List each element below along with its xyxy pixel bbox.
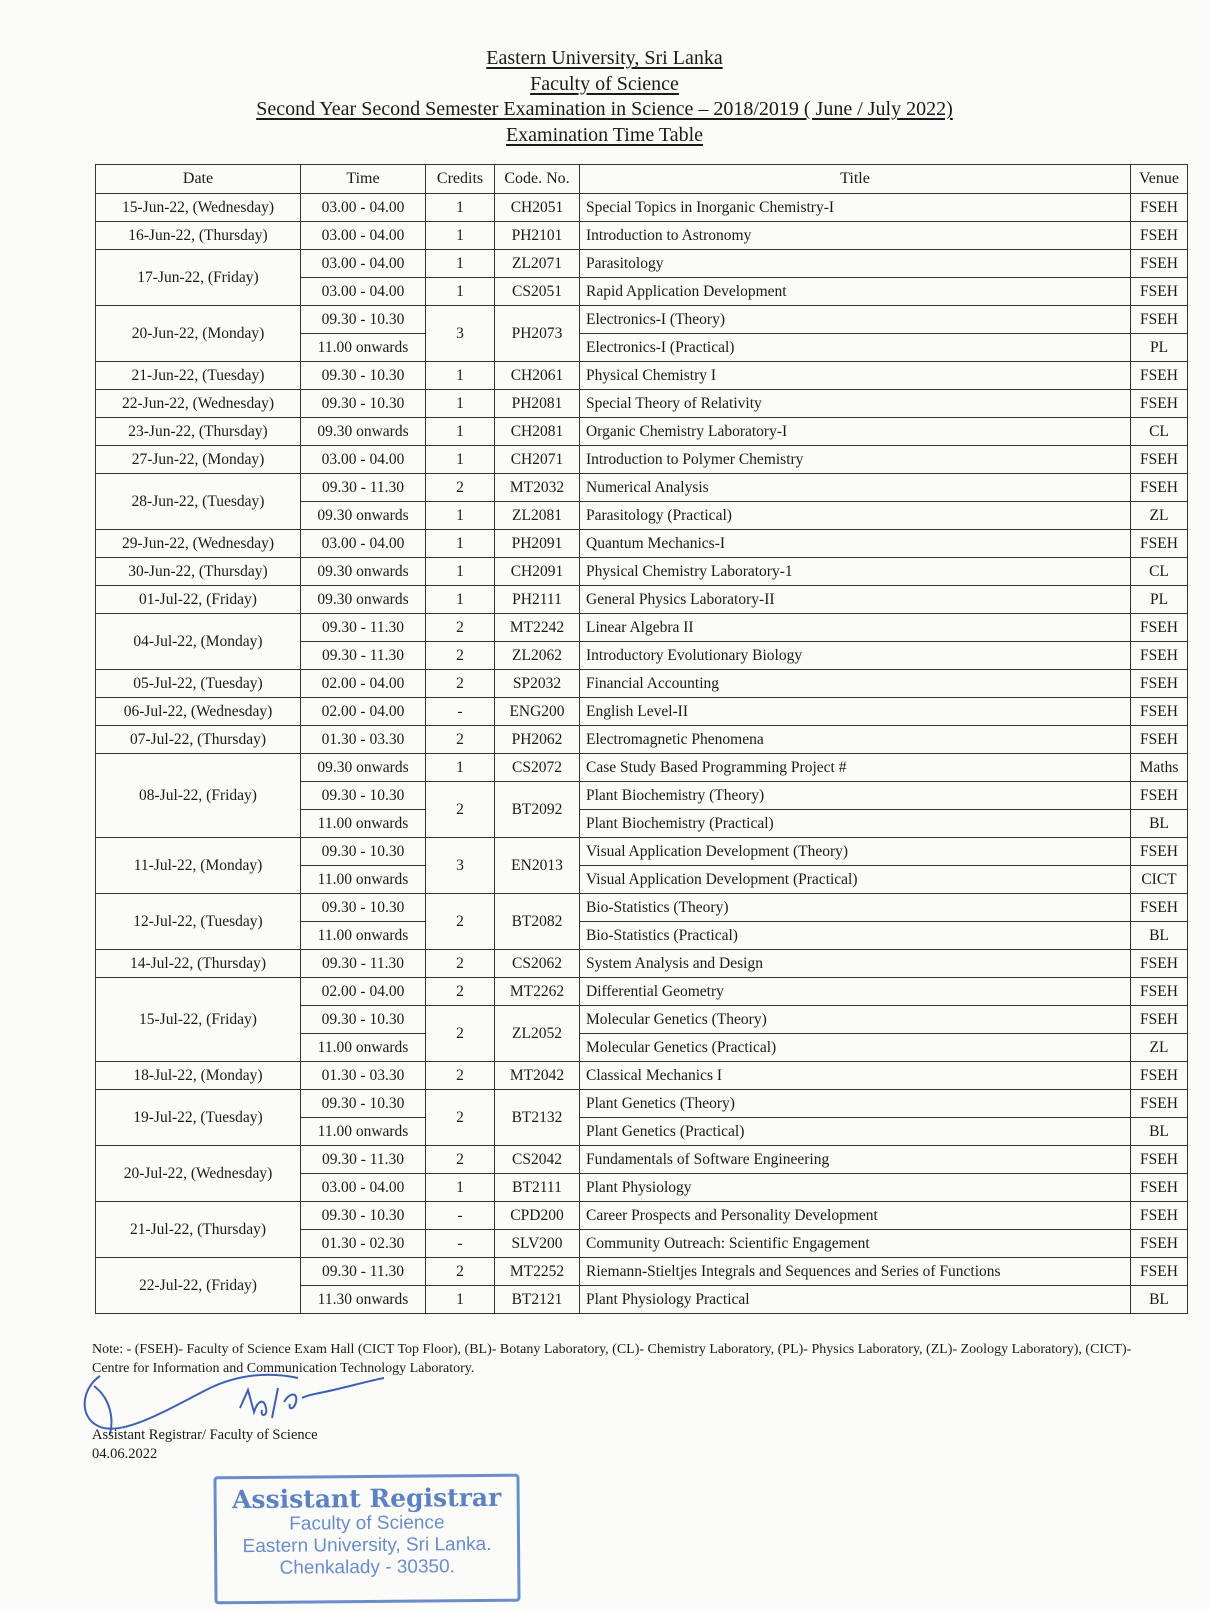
course-title: General Physics Laboratory-II [580, 586, 1131, 614]
venue: ZL [1131, 1034, 1188, 1062]
venue-note: Note: - (FSEH)- Faculty of Science Exam Hall (CICT Top Floor), (BL)- Botany Laboratory, (CL)- Chemistry Laboratory, (PL)- Physics Laboratory, (ZL)- Zoology Laboratory), (CICT)- Centre for Information and Communication Technology Laboratory. [92, 1342, 1132, 1376]
course-code: PH2101 [495, 222, 580, 250]
exam-time: 09.30 - 10.30 [301, 1090, 426, 1118]
venue: FSEH [1131, 894, 1188, 922]
credits: 1 [426, 530, 495, 558]
course-code: CS2062 [495, 950, 580, 978]
course-code: ENG200 [495, 698, 580, 726]
course-code: CH2081 [495, 418, 580, 446]
exam-time: 03.00 - 04.00 [301, 194, 426, 222]
exam-date: 16-Jun-22, (Thursday) [96, 222, 301, 250]
exam-time: 09.30 - 11.30 [301, 950, 426, 978]
credits: - [426, 1202, 495, 1230]
course-code: PH2111 [495, 586, 580, 614]
table-row [96, 1090, 1188, 1118]
course-title: Parasitology (Practical) [580, 502, 1131, 530]
exam-time: 09.30 - 10.30 [301, 1202, 426, 1230]
course-title: Special Theory of Relativity [580, 390, 1131, 418]
table-row [96, 586, 1188, 614]
course-code: ZL2071 [495, 250, 580, 278]
table-row [96, 362, 1188, 390]
exam-date: 28-Jun-22, (Tuesday) [96, 474, 301, 530]
course-title: Classical Mechanics I [580, 1062, 1131, 1090]
course-code: SP2032 [495, 670, 580, 698]
exam-time: 02.00 - 04.00 [301, 670, 426, 698]
col-code: Code. No. [495, 165, 580, 194]
exam-time: 02.00 - 04.00 [301, 698, 426, 726]
exam-date: 17-Jun-22, (Friday) [96, 250, 301, 306]
credits: 2 [426, 614, 495, 642]
signatory-block [92, 1426, 318, 1464]
table-row [96, 614, 1188, 642]
course-code: BT2082 [495, 894, 580, 950]
course-code: MT2262 [495, 978, 580, 1006]
exam-time: 03.00 - 04.00 [301, 530, 426, 558]
table-row [96, 530, 1188, 558]
venue: FSEH [1131, 1006, 1188, 1034]
credits: 2 [426, 1062, 495, 1090]
exam-time: 09.30 onwards [301, 558, 426, 586]
table-row [96, 250, 1188, 278]
timetable-body [96, 194, 1188, 1314]
course-code: CH2051 [495, 194, 580, 222]
exam-time: 01.30 - 03.30 [301, 726, 426, 754]
exam-time: 03.00 - 04.00 [301, 1174, 426, 1202]
course-code: CS2042 [495, 1146, 580, 1174]
exam-time: 03.00 - 04.00 [301, 446, 426, 474]
exam-time: 03.00 - 04.00 [301, 278, 426, 306]
venue: CICT [1131, 866, 1188, 894]
exam-title: Second Year Second Semester Examination in Science – 2018/2019 ( June / July 2022) [256, 98, 953, 120]
course-title: Quantum Mechanics-I [580, 530, 1131, 558]
exam-time: 09.30 onwards [301, 586, 426, 614]
course-title: Plant Biochemistry (Theory) [580, 782, 1131, 810]
table-header-row [96, 165, 1188, 194]
table-row [96, 698, 1188, 726]
exam-time: 01.30 - 02.30 [301, 1230, 426, 1258]
credits: 1 [426, 1174, 495, 1202]
exam-time: 09.30 - 10.30 [301, 362, 426, 390]
course-title: Physical Chemistry Laboratory-1 [580, 558, 1131, 586]
exam-date: 11-Jul-22, (Monday) [96, 838, 301, 894]
exam-date: 20-Jun-22, (Monday) [96, 306, 301, 362]
table-row [96, 670, 1188, 698]
course-title: Organic Chemistry Laboratory-I [580, 418, 1131, 446]
course-code: BT2132 [495, 1090, 580, 1146]
table-row [96, 1146, 1188, 1174]
credits: 2 [426, 726, 495, 754]
exam-date: 04-Jul-22, (Monday) [96, 614, 301, 670]
credits: 3 [426, 838, 495, 894]
exam-date: 19-Jul-22, (Tuesday) [96, 1090, 301, 1146]
exam-date: 14-Jul-22, (Thursday) [96, 950, 301, 978]
course-code: MT2252 [495, 1258, 580, 1286]
table-row [96, 754, 1188, 782]
venue: FSEH [1131, 950, 1188, 978]
course-title: Visual Application Development (Theory) [580, 838, 1131, 866]
credits: 2 [426, 1006, 495, 1062]
table-row [96, 474, 1188, 502]
exam-date: 07-Jul-22, (Thursday) [96, 726, 301, 754]
table-row [96, 306, 1188, 334]
credits: 1 [426, 586, 495, 614]
credits: 1 [426, 502, 495, 530]
credits: 1 [426, 754, 495, 782]
exam-time: 11.00 onwards [301, 1034, 426, 1062]
course-title: Bio-Statistics (Practical) [580, 922, 1131, 950]
exam-date: 18-Jul-22, (Monday) [96, 1062, 301, 1090]
table-row [96, 950, 1188, 978]
venue: FSEH [1131, 194, 1188, 222]
timetable-title: Examination Time Table [505, 123, 704, 146]
venue: BL [1131, 1286, 1188, 1314]
col-credits: Credits [426, 165, 495, 194]
course-code: PH2073 [495, 306, 580, 362]
course-title: Numerical Analysis [580, 474, 1131, 502]
venue: CL [1131, 558, 1188, 586]
exam-time: 11.00 onwards [301, 866, 426, 894]
credits: 2 [426, 782, 495, 838]
official-stamp [213, 1474, 520, 1605]
credits: 2 [426, 474, 495, 502]
venue: CL [1131, 418, 1188, 446]
exam-time: 09.30 - 10.30 [301, 894, 426, 922]
venue: FSEH [1131, 530, 1188, 558]
course-title: Parasitology [580, 250, 1131, 278]
credits: 1 [426, 446, 495, 474]
exam-time: 03.00 - 04.00 [301, 222, 426, 250]
table-row [96, 838, 1188, 866]
credits: 2 [426, 1146, 495, 1174]
document-header [0, 46, 1209, 148]
course-title: System Analysis and Design [580, 950, 1131, 978]
exam-date: 05-Jul-22, (Tuesday) [96, 670, 301, 698]
course-title: Community Outreach: Scientific Engagement [580, 1230, 1131, 1258]
exam-date: 22-Jul-22, (Friday) [96, 1258, 301, 1314]
exam-time: 09.30 - 11.30 [301, 614, 426, 642]
course-code: PH2081 [495, 390, 580, 418]
credits: 2 [426, 642, 495, 670]
course-title: Introduction to Astronomy [580, 222, 1131, 250]
exam-date: 12-Jul-22, (Tuesday) [96, 894, 301, 950]
table-row [96, 390, 1188, 418]
stamp-line-4: Chenkalady - 30350. [279, 1556, 456, 1579]
course-title: Introduction to Polymer Chemistry [580, 446, 1131, 474]
course-code: MT2242 [495, 614, 580, 642]
course-title: Financial Accounting [580, 670, 1131, 698]
exam-date: 30-Jun-22, (Thursday) [96, 558, 301, 586]
col-title: Title [580, 165, 1131, 194]
exam-date: 15-Jun-22, (Wednesday) [96, 194, 301, 222]
course-title: Plant Physiology [580, 1174, 1131, 1202]
course-code: PH2091 [495, 530, 580, 558]
venue: FSEH [1131, 390, 1188, 418]
credits: 3 [426, 306, 495, 362]
exam-time: 09.30 - 11.30 [301, 474, 426, 502]
credits: 1 [426, 250, 495, 278]
venue: FSEH [1131, 446, 1188, 474]
course-code: PH2062 [495, 726, 580, 754]
exam-date: 01-Jul-22, (Friday) [96, 586, 301, 614]
course-title: Electromagnetic Phenomena [580, 726, 1131, 754]
stamp-line-1: Assistant Registrar [231, 1482, 502, 1515]
col-date: Date [96, 165, 301, 194]
table-row [96, 222, 1188, 250]
faculty-name: Faculty of Science [530, 72, 679, 95]
venue: PL [1131, 586, 1188, 614]
timetable [95, 164, 1188, 1314]
col-venue: Venue [1131, 165, 1188, 194]
venue: BL [1131, 1118, 1188, 1146]
venue: FSEH [1131, 278, 1188, 306]
credits: 2 [426, 1258, 495, 1286]
exam-time: 09.30 - 10.30 [301, 782, 426, 810]
exam-date: 08-Jul-22, (Friday) [96, 754, 301, 838]
course-title: Fundamentals of Software Engineering [580, 1146, 1131, 1174]
course-title: Linear Algebra II [580, 614, 1131, 642]
exam-time: 09.30 onwards [301, 502, 426, 530]
table-row [96, 978, 1188, 1006]
table-row [96, 894, 1188, 922]
venue: FSEH [1131, 1090, 1188, 1118]
venue: FSEH [1131, 642, 1188, 670]
course-title: Molecular Genetics (Practical) [580, 1034, 1131, 1062]
exam-time: 09.30 onwards [301, 418, 426, 446]
course-code: MT2032 [495, 474, 580, 502]
course-title: Electronics-I (Practical) [580, 334, 1131, 362]
exam-time: 01.30 - 03.30 [301, 1062, 426, 1090]
credits: 2 [426, 1090, 495, 1146]
course-title: Introductory Evolutionary Biology [580, 642, 1131, 670]
exam-time: 09.30 - 10.30 [301, 1006, 426, 1034]
exam-time: 09.30 - 10.30 [301, 838, 426, 866]
credits: 2 [426, 670, 495, 698]
exam-date: 21-Jul-22, (Thursday) [96, 1202, 301, 1258]
course-code: CH2061 [495, 362, 580, 390]
course-title: Career Prospects and Personality Development [580, 1202, 1131, 1230]
venue: FSEH [1131, 726, 1188, 754]
venue: FSEH [1131, 306, 1188, 334]
course-code: SLV200 [495, 1230, 580, 1258]
exam-date: 29-Jun-22, (Wednesday) [96, 530, 301, 558]
course-title: Plant Physiology Practical [580, 1286, 1131, 1314]
exam-date: 06-Jul-22, (Wednesday) [96, 698, 301, 726]
exam-time: 09.30 - 11.30 [301, 1258, 426, 1286]
course-title: Plant Biochemistry (Practical) [580, 810, 1131, 838]
venue: FSEH [1131, 670, 1188, 698]
credits: 1 [426, 222, 495, 250]
venue: FSEH [1131, 614, 1188, 642]
course-title: Electronics-I (Theory) [580, 306, 1131, 334]
course-code: CH2071 [495, 446, 580, 474]
col-time: Time [301, 165, 426, 194]
course-code: ZL2062 [495, 642, 580, 670]
exam-time: 09.30 - 10.30 [301, 306, 426, 334]
exam-time: 11.00 onwards [301, 922, 426, 950]
exam-time: 11.00 onwards [301, 810, 426, 838]
credits: 1 [426, 418, 495, 446]
exam-date: 22-Jun-22, (Wednesday) [96, 390, 301, 418]
credits: 1 [426, 278, 495, 306]
venue: FSEH [1131, 978, 1188, 1006]
course-code: BT2092 [495, 782, 580, 838]
exam-date: 15-Jul-22, (Friday) [96, 978, 301, 1062]
exam-time: 09.30 - 11.30 [301, 1146, 426, 1174]
exam-time: 09.30 - 11.30 [301, 642, 426, 670]
credits: 1 [426, 390, 495, 418]
venue: FSEH [1131, 1174, 1188, 1202]
course-title: Case Study Based Programming Project # [580, 754, 1131, 782]
exam-date: 23-Jun-22, (Thursday) [96, 418, 301, 446]
table-row [96, 1062, 1188, 1090]
venue: FSEH [1131, 1230, 1188, 1258]
course-code: CH2091 [495, 558, 580, 586]
table-row [96, 1258, 1188, 1286]
credits: - [426, 1230, 495, 1258]
venue: ZL [1131, 502, 1188, 530]
exam-time: 02.00 - 04.00 [301, 978, 426, 1006]
venue: BL [1131, 922, 1188, 950]
venue: FSEH [1131, 222, 1188, 250]
course-title: Special Topics in Inorganic Chemistry-I [580, 194, 1131, 222]
venue: FSEH [1131, 1258, 1188, 1286]
course-title: Plant Genetics (Theory) [580, 1090, 1131, 1118]
venue: FSEH [1131, 474, 1188, 502]
course-code: CPD200 [495, 1202, 580, 1230]
exam-date: 20-Jul-22, (Wednesday) [96, 1146, 301, 1202]
course-title: Physical Chemistry I [580, 362, 1131, 390]
credits: 1 [426, 1286, 495, 1314]
credits: 2 [426, 978, 495, 1006]
university-name: Eastern University, Sri Lanka [486, 47, 723, 69]
table-row [96, 558, 1188, 586]
signatory-date: 04.06.2022 [92, 1446, 158, 1462]
course-code: EN2013 [495, 838, 580, 894]
venue: FSEH [1131, 1062, 1188, 1090]
venue: PL [1131, 334, 1188, 362]
course-code: BT2121 [495, 1286, 580, 1314]
exam-date: 21-Jun-22, (Tuesday) [96, 362, 301, 390]
exam-time: 11.00 onwards [301, 1118, 426, 1146]
venue: Maths [1131, 754, 1188, 782]
credits: 1 [426, 362, 495, 390]
credits: 1 [426, 558, 495, 586]
credits: 1 [426, 194, 495, 222]
exam-time: 09.30 onwards [301, 754, 426, 782]
venue: FSEH [1131, 838, 1188, 866]
course-title: Bio-Statistics (Theory) [580, 894, 1131, 922]
signatory-role: Assistant Registrar/ Faculty of Science [92, 1427, 318, 1443]
venue: FSEH [1131, 362, 1188, 390]
credits: 2 [426, 894, 495, 950]
stamp-line-2: Faculty of Science [289, 1512, 445, 1535]
course-title: Riemann-Stieltjes Integrals and Sequences and Series of Functions [580, 1258, 1131, 1286]
course-title: English Level-II [580, 698, 1131, 726]
venue: FSEH [1131, 250, 1188, 278]
course-code: ZL2052 [495, 1006, 580, 1062]
exam-time: 11.30 onwards [301, 1286, 426, 1314]
stamp-line-3: Eastern University, Sri Lanka. [242, 1533, 492, 1558]
table-row [96, 194, 1188, 222]
course-title: Differential Geometry [580, 978, 1131, 1006]
course-code: ZL2081 [495, 502, 580, 530]
table-row [96, 418, 1188, 446]
venue: FSEH [1131, 698, 1188, 726]
course-title: Rapid Application Development [580, 278, 1131, 306]
course-title: Molecular Genetics (Theory) [580, 1006, 1131, 1034]
course-code: BT2111 [495, 1174, 580, 1202]
exam-time: 03.00 - 04.00 [301, 250, 426, 278]
venue: FSEH [1131, 782, 1188, 810]
venue: BL [1131, 810, 1188, 838]
course-code: MT2042 [495, 1062, 580, 1090]
exam-date: 27-Jun-22, (Monday) [96, 446, 301, 474]
credits: 2 [426, 950, 495, 978]
table-row [96, 726, 1188, 754]
course-title: Plant Genetics (Practical) [580, 1118, 1131, 1146]
course-title: Visual Application Development (Practical) [580, 866, 1131, 894]
table-row [96, 1202, 1188, 1230]
exam-time: 09.30 - 10.30 [301, 390, 426, 418]
exam-time: 11.00 onwards [301, 334, 426, 362]
course-code: CS2051 [495, 278, 580, 306]
course-code: CS2072 [495, 754, 580, 782]
venue: FSEH [1131, 1146, 1188, 1174]
credits: - [426, 698, 495, 726]
table-row [96, 446, 1188, 474]
venue: FSEH [1131, 1202, 1188, 1230]
